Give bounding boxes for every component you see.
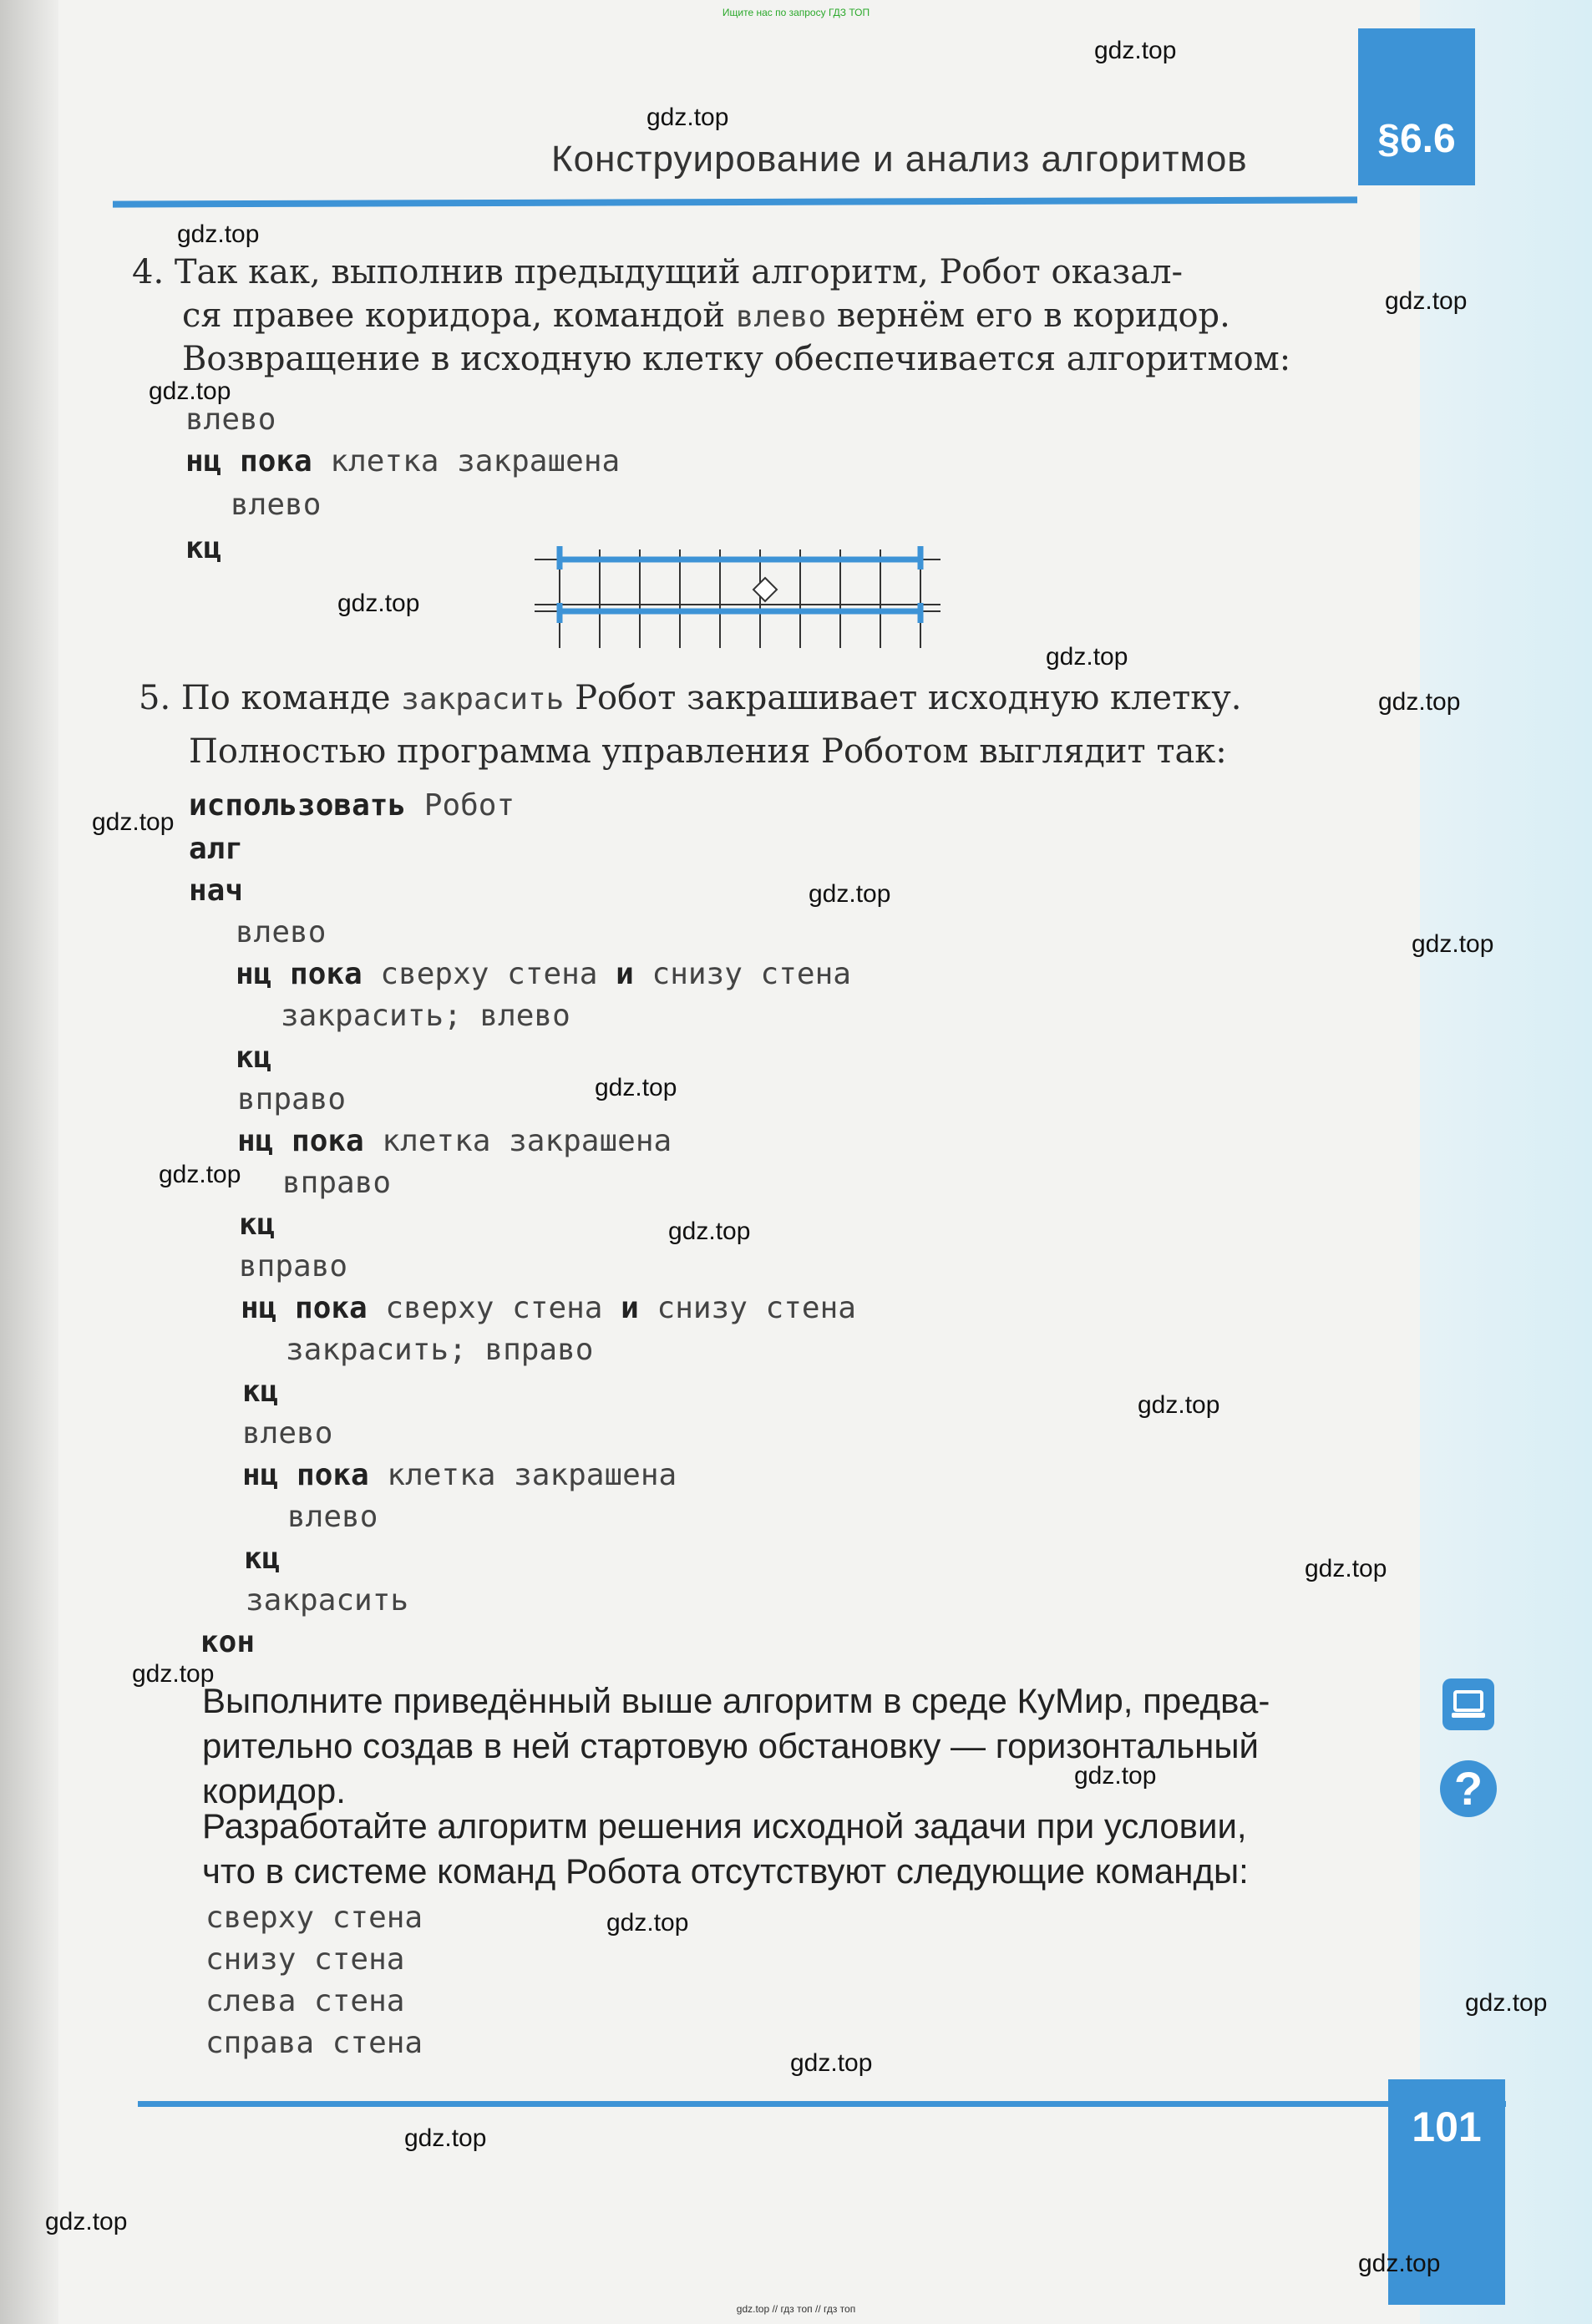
computer-task-line: коридор. xyxy=(202,1771,346,1810)
code-keyword: нц пока xyxy=(236,957,363,991)
code-keyword: использовать xyxy=(189,788,407,823)
code-line: сверху стена xyxy=(205,1901,423,1935)
question-task-line: что в системе команд Робота отсутствуют следующие команды: xyxy=(202,1851,1249,1891)
computer-icon xyxy=(1442,1678,1494,1730)
code-keyword: и xyxy=(616,957,634,991)
code-line: закрасить; влево xyxy=(281,999,570,1033)
page-title: Конструирование и анализ алгоритмов xyxy=(551,139,1248,180)
code-text: сверху стена xyxy=(367,1291,621,1325)
code-keyword: и xyxy=(621,1291,639,1325)
code-line xyxy=(189,788,515,823)
code-keyword: кц xyxy=(244,1542,281,1576)
step5-inline-code: закрасить xyxy=(401,682,565,716)
code-keyword: кц xyxy=(185,531,222,565)
step4-line2-text: ся правее коридора, командой xyxy=(182,296,736,335)
code-line: вправо xyxy=(282,1166,392,1200)
code-text: Робот xyxy=(406,788,515,823)
watermark: gdz.top xyxy=(45,2208,128,2235)
watermark: gdz.top xyxy=(1412,930,1494,958)
computer-task-line: рительно создав в ней стартовую обстановку — горизонтальный xyxy=(202,1726,1259,1765)
watermark: gdz.top xyxy=(1305,1555,1387,1582)
watermark: gdz.top xyxy=(1465,1989,1548,2017)
watermark: gdz.top xyxy=(159,1161,241,1188)
code-line xyxy=(237,1124,672,1158)
footer-rule xyxy=(138,2101,1506,2107)
code-text: клетка закрашена xyxy=(363,1124,672,1158)
watermark: gdz.top xyxy=(809,880,891,908)
code-keyword: кц xyxy=(236,1040,272,1075)
step4-line2 xyxy=(182,292,1230,341)
question-task-line: Разработайте алгоритм решения исходной задачи при условии, xyxy=(202,1806,1247,1846)
watermark: gdz.top xyxy=(790,2049,873,2077)
watermark: gdz.top xyxy=(1046,643,1128,671)
watermark: gdz.top xyxy=(606,1909,689,1937)
code-line: закрасить xyxy=(246,1583,409,1618)
watermark: gdz.top xyxy=(337,590,420,617)
code-line: влево xyxy=(242,1416,333,1451)
watermark: gdz.top xyxy=(1094,37,1177,64)
watermark: gdz.top xyxy=(595,1074,677,1101)
code-line: влево xyxy=(231,488,322,522)
top-note: Ищите нас по запросу ГДЗ ТОП xyxy=(722,7,870,18)
step5-line1-text-end: Робот закрашивает исходную клетку. xyxy=(564,679,1242,717)
code-line xyxy=(236,957,851,991)
code-keyword: кц xyxy=(242,1375,279,1409)
code-line xyxy=(241,1291,856,1325)
computer-task-line: Выполните приведённый выше алгоритм в среде КуМир, предва- xyxy=(202,1681,1270,1720)
code-line: вправо xyxy=(237,1082,347,1116)
watermark: gdz.top xyxy=(177,220,260,248)
code-keyword: нач xyxy=(189,873,244,908)
question-icon: ? xyxy=(1440,1760,1497,1817)
computer-task xyxy=(202,1678,1270,1814)
code-line: слева стена xyxy=(205,1984,405,2018)
code-keyword: кон xyxy=(200,1625,256,1659)
code-keyword: нц пока xyxy=(242,1458,369,1492)
code-keyword: нц пока xyxy=(241,1291,368,1325)
watermark: gdz.top xyxy=(646,104,729,131)
code-line: снизу стена xyxy=(205,1942,405,1977)
watermark: gdz.top xyxy=(1385,287,1468,315)
bottom-note: gdz.top // гдз топ // гдз топ xyxy=(736,2303,856,2315)
code-text: клетка закрашена xyxy=(312,444,621,478)
question-task xyxy=(202,1804,1249,1894)
code-text: сверху стена xyxy=(362,957,616,991)
code-keyword: нц пока xyxy=(185,444,312,478)
code-text: клетка закрашена xyxy=(368,1458,677,1492)
watermark: gdz.top xyxy=(92,808,175,836)
watermark: gdz.top xyxy=(1074,1762,1157,1790)
watermark: gdz.top xyxy=(668,1218,751,1245)
step4-inline-code: влево xyxy=(735,300,827,334)
code-line: закрасить; вправо xyxy=(286,1333,594,1367)
step4-line3: Возвращение в исходную клетку обеспечивается алгоритмом: xyxy=(182,340,1291,378)
section-tab xyxy=(1358,28,1475,185)
code-line: влево xyxy=(185,403,276,437)
step4-line2-text-end: вернём его в коридор. xyxy=(826,296,1230,335)
watermark: gdz.top xyxy=(132,1660,215,1688)
step5-line2: Полностью программа управления Роботом выглядит так: xyxy=(189,732,1227,771)
page-gutter-shadow xyxy=(0,0,58,2324)
code-line: влево xyxy=(287,1500,378,1534)
robot-marker xyxy=(753,578,777,601)
watermark: gdz.top xyxy=(1358,2250,1441,2277)
page-number: 101 xyxy=(1412,2104,1482,2150)
code-line xyxy=(242,1458,677,1492)
right-margin-strip xyxy=(1420,0,1592,2324)
watermark: gdz.top xyxy=(1378,688,1461,716)
code-keyword: алг xyxy=(189,832,244,866)
watermark: gdz.top xyxy=(149,377,231,405)
header-rule xyxy=(113,196,1357,207)
code-line: справа стена xyxy=(205,2026,423,2060)
code-text: снизу стена xyxy=(633,957,851,991)
watermark: gdz.top xyxy=(1138,1391,1220,1419)
watermark: gdz.top xyxy=(404,2124,487,2152)
code-text: снизу стена xyxy=(638,1291,856,1325)
step4-line1: 4. Так как, выполнив предыдущий алгоритм, Робот оказал- xyxy=(132,253,1184,291)
robot-corridor-diagram xyxy=(535,524,944,650)
step5-line1 xyxy=(139,675,1241,723)
section-number: §6.6 xyxy=(1377,117,1456,161)
code-keyword: нц пока xyxy=(237,1124,364,1158)
code-keyword: кц xyxy=(239,1208,276,1242)
code-line xyxy=(185,444,620,478)
code-line: вправо xyxy=(239,1249,348,1284)
code-line: влево xyxy=(236,915,327,949)
step5-line1-text: 5. По команде xyxy=(139,679,402,717)
